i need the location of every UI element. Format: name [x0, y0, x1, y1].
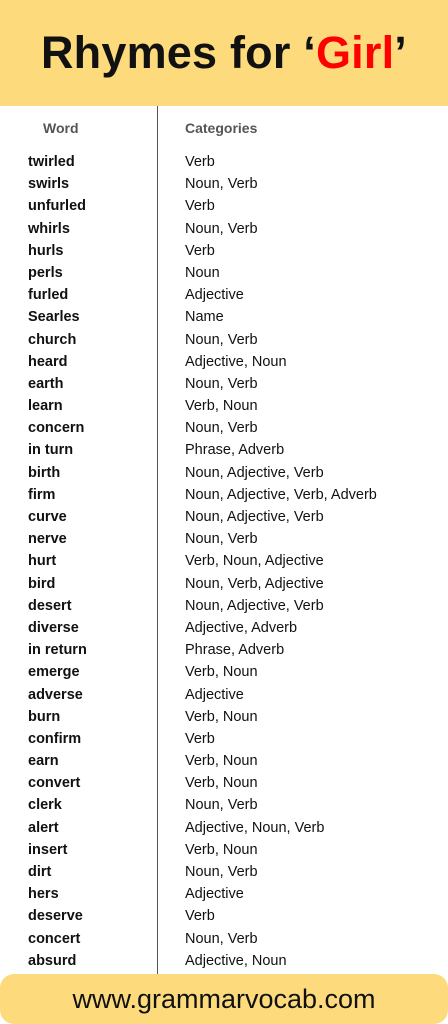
- category-cell: Adjective: [185, 287, 244, 304]
- category-cell: Noun, Verb: [185, 375, 258, 392]
- word-cell: bird: [28, 575, 56, 592]
- category-cell: Noun, Verb: [185, 220, 258, 237]
- word-cell: Searles: [28, 309, 80, 326]
- table-row: [0, 950, 448, 972]
- category-cell: Verb: [185, 198, 215, 215]
- word-cell: firm: [28, 486, 56, 503]
- category-cell: Noun, Adjective, Verb: [185, 509, 324, 525]
- category-cell: Noun, Verb: [185, 176, 258, 193]
- word-cell: adverse: [28, 686, 83, 703]
- table-row: [0, 928, 448, 950]
- word-cell: clerk: [28, 797, 62, 814]
- category-cell: Noun, Verb: [185, 331, 258, 348]
- table-row: [0, 817, 448, 839]
- category-cell: Noun, Verb: [185, 797, 258, 814]
- category-cell: Verb: [185, 242, 215, 259]
- category-cell: Noun: [185, 264, 220, 281]
- category-cell: Verb, Noun: [185, 753, 258, 770]
- table-row: [0, 528, 448, 550]
- category-cell: Noun, Verb: [185, 930, 258, 947]
- table-row: [0, 839, 448, 861]
- category-cell: Adjective, Noun: [185, 952, 287, 969]
- word-cell: dirt: [28, 864, 52, 880]
- table-row: [0, 462, 448, 484]
- word-cell: in turn: [28, 442, 74, 459]
- word-cell: curve: [28, 509, 67, 525]
- word-cell: in return: [28, 642, 87, 659]
- category-cell: Verb: [185, 730, 215, 747]
- word-cell: hurt: [28, 553, 57, 570]
- table-row: [0, 706, 448, 728]
- category-cell: Noun, Verb, Adjective: [185, 575, 324, 592]
- table-row: [0, 417, 448, 439]
- table-row: [0, 329, 448, 351]
- word-cell: birth: [28, 464, 61, 481]
- table-body: [0, 151, 448, 972]
- table-row: [0, 573, 448, 595]
- word-cell: furled: [28, 287, 69, 304]
- category-cell: Noun, Adjective, Verb: [185, 597, 324, 614]
- word-cell: emerge: [28, 664, 80, 681]
- category-cell: Verb, Noun: [185, 708, 258, 725]
- category-cell: Noun, Verb: [185, 864, 258, 880]
- word-cell: alert: [28, 819, 59, 836]
- category-cell: Noun, Verb: [185, 420, 258, 437]
- word-cell: hers: [28, 886, 59, 903]
- table-row: [0, 750, 448, 772]
- category-cell: Verb, Noun: [185, 775, 258, 792]
- category-cell: Verb, Noun, Adjective: [185, 553, 324, 570]
- category-cell: Adjective: [185, 886, 244, 903]
- word-cell: concern: [28, 420, 85, 437]
- word-cell: concert: [28, 930, 81, 947]
- table-row: [0, 661, 448, 683]
- table-row: [0, 151, 448, 173]
- category-cell: Phrase, Adverb: [185, 642, 285, 659]
- word-cell: diverse: [28, 619, 79, 636]
- table-row: [0, 684, 448, 706]
- category-cell: Adjective: [185, 686, 244, 703]
- category-cell: Noun, Adjective, Verb, Adverb: [185, 486, 377, 503]
- word-cell: whirls: [28, 220, 70, 237]
- column-header-word: Word: [43, 120, 79, 136]
- word-cell: church: [28, 331, 77, 348]
- table-row: [0, 728, 448, 750]
- page-title: [41, 27, 407, 79]
- table-row: [0, 595, 448, 617]
- word-cell: twirled: [28, 154, 75, 170]
- column-header-categories: Categories: [185, 120, 258, 136]
- table-row: [0, 550, 448, 572]
- word-cell: convert: [28, 775, 81, 792]
- table-row: [0, 772, 448, 794]
- word-cell: unfurled: [28, 198, 86, 215]
- table-row: [0, 639, 448, 661]
- title-prefix: Rhymes for ‘: [40, 27, 316, 78]
- word-cell: nerve: [28, 531, 67, 548]
- category-cell: Verb, Noun: [185, 841, 258, 858]
- footer-banner: [0, 974, 448, 1024]
- table-row: [0, 883, 448, 905]
- word-cell: heard: [28, 353, 68, 370]
- category-cell: Verb, Noun: [185, 664, 258, 681]
- category-cell: Adjective, Noun: [185, 353, 287, 370]
- category-cell: Name: [185, 309, 224, 326]
- table-row: [0, 373, 448, 395]
- table-row: [0, 395, 448, 417]
- website-url: www.grammarvocab.com: [72, 983, 376, 1014]
- table-row: [0, 617, 448, 639]
- category-cell: Phrase, Adverb: [185, 442, 285, 459]
- table-row: [0, 284, 448, 306]
- category-cell: Noun, Verb: [185, 531, 258, 548]
- word-cell: learn: [28, 398, 63, 415]
- table-row: [0, 173, 448, 195]
- category-cell: Verb: [185, 154, 215, 170]
- table-row: [0, 484, 448, 506]
- word-cell: perls: [28, 264, 63, 281]
- word-cell: deserve: [28, 908, 83, 925]
- table-row: [0, 262, 448, 284]
- table-row: [0, 905, 448, 927]
- table-row: [0, 351, 448, 373]
- category-cell: Adjective, Noun, Verb: [185, 819, 325, 836]
- category-cell: Verb: [185, 908, 215, 925]
- category-cell: Verb, Noun: [185, 398, 258, 415]
- table-row: [0, 506, 448, 528]
- table-row: [0, 439, 448, 461]
- table-row: [0, 794, 448, 816]
- category-cell: Noun, Adjective, Verb: [185, 464, 324, 481]
- table-row: [0, 195, 448, 217]
- table-row: [0, 240, 448, 262]
- table-row: [0, 861, 448, 883]
- table-row: [0, 218, 448, 240]
- title-suffix: ’: [394, 27, 407, 78]
- title-highlight-word: Girl: [315, 27, 395, 78]
- word-cell: earn: [28, 753, 59, 770]
- word-cell: hurls: [28, 242, 64, 259]
- category-cell: Adjective, Adverb: [185, 619, 298, 636]
- word-cell: insert: [28, 841, 68, 858]
- word-cell: swirls: [28, 176, 70, 193]
- word-cell: confirm: [28, 730, 82, 747]
- word-cell: absurd: [28, 952, 77, 969]
- word-cell: desert: [28, 597, 72, 614]
- rhymes-table: [0, 106, 448, 974]
- word-cell: burn: [28, 708, 61, 725]
- word-cell: earth: [28, 375, 64, 392]
- table-row: [0, 306, 448, 328]
- title-banner: [0, 0, 448, 106]
